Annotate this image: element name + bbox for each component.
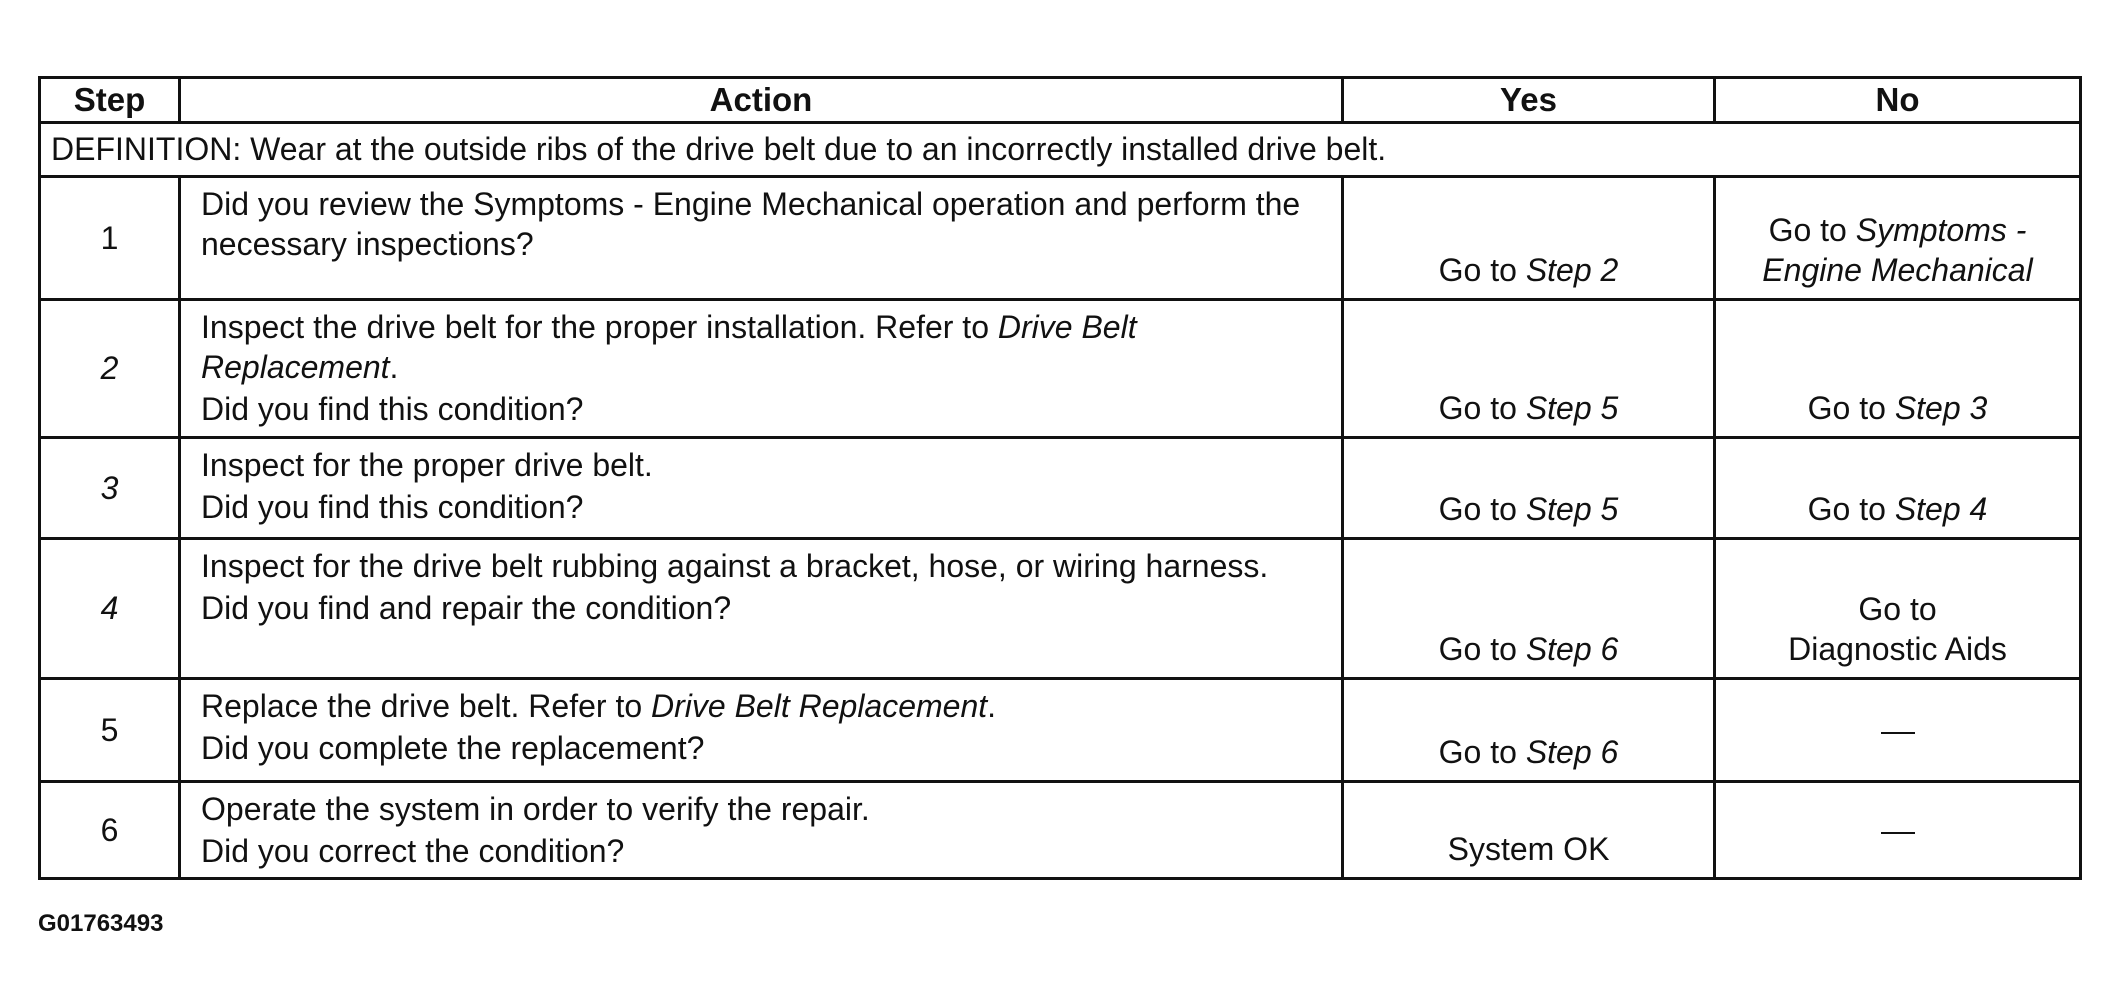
dash-mark — [1881, 832, 1915, 834]
yes-cell: Go to Step 6 — [1343, 679, 1715, 782]
no-link[interactable]: Step 3 — [1894, 390, 1988, 426]
yes-link[interactable]: Step 6 — [1525, 631, 1619, 667]
definition-row — [40, 123, 2081, 177]
table-row — [40, 438, 2081, 539]
no-link[interactable]: Diagnostic Aids — [1788, 631, 2007, 667]
no-cell: Go to Diagnostic Aids — [1715, 539, 2081, 679]
table-row — [40, 539, 2081, 679]
no-cell: Go to Symptoms - Engine Mechanical — [1715, 177, 2081, 300]
figure-id: G01763493 — [38, 910, 164, 937]
step-number: 1 — [40, 177, 180, 300]
no-cell: Go to Step 4 — [1715, 438, 2081, 539]
no-cell — [1715, 679, 2081, 782]
no-link[interactable]: Step 4 — [1894, 491, 1988, 527]
action-text: Did you review the Symptoms - Engine Mechanical operation and perform the necessary inspections? — [201, 186, 1301, 262]
yes-link[interactable]: Step 6 — [1525, 734, 1619, 770]
action-text: Inspect for the proper drive belt. — [201, 447, 653, 483]
step-number: 2 — [40, 300, 180, 438]
action-text: Inspect for the drive belt rubbing against a bracket, hose, or wiring harness. — [201, 548, 1269, 584]
action-text: Replace the drive belt. Refer to Drive Belt Replacement. — [201, 688, 997, 724]
action-question: Did you find this condition? — [201, 391, 584, 427]
yes-link[interactable]: Step 2 — [1525, 252, 1619, 288]
action-cell — [180, 679, 1343, 782]
action-cell — [180, 539, 1343, 679]
action-text: Inspect the drive belt for the proper installation. Refer to Drive Belt Replacement. — [201, 309, 1137, 385]
yes-cell: System OK — [1343, 782, 1715, 879]
action-question: Did you correct the condition? — [201, 833, 625, 869]
step-number: 6 — [40, 782, 180, 879]
action-question: Did you find and repair the condition? — [201, 590, 732, 626]
header-no: No — [1715, 78, 2081, 123]
header-row — [40, 78, 2081, 123]
no-link[interactable]: Symptoms - Engine Mechanical — [1762, 212, 2033, 288]
yes-cell: Go to Step 2 — [1343, 177, 1715, 300]
action-text: Operate the system in order to verify the repair. — [201, 791, 870, 827]
no-cell: Go to Step 3 — [1715, 300, 2081, 438]
action-cell — [180, 177, 1343, 300]
action-question: Did you complete the replacement? — [201, 730, 705, 766]
yes-cell: Go to Step 6 — [1343, 539, 1715, 679]
step-number: 3 — [40, 438, 180, 539]
header-step: Step — [40, 78, 180, 123]
header-action: Action — [180, 78, 1343, 123]
step-number: 5 — [40, 679, 180, 782]
action-cell — [180, 438, 1343, 539]
diagnostic-table — [38, 76, 2082, 880]
header-yes: Yes — [1343, 78, 1715, 123]
table-row — [40, 782, 2081, 879]
action-link[interactable]: Drive Belt Replacement — [651, 688, 988, 724]
yes-link[interactable]: Step 5 — [1525, 491, 1619, 527]
action-cell — [180, 782, 1343, 879]
action-link[interactable]: Drive Belt Replacement — [201, 309, 1137, 385]
table-row — [40, 300, 2081, 438]
table-row — [40, 177, 2081, 300]
yes-cell: Go to Step 5 — [1343, 300, 1715, 438]
no-cell — [1715, 782, 2081, 879]
dash-mark — [1881, 732, 1915, 734]
step-number: 4 — [40, 539, 180, 679]
action-question: Did you find this condition? — [201, 489, 584, 525]
table-row — [40, 679, 2081, 782]
action-cell — [180, 300, 1343, 438]
definition-text: DEFINITION: Wear at the outside ribs of the drive belt due to an incorrectly installed drive belt. — [40, 123, 2081, 177]
yes-link[interactable]: Step 5 — [1525, 390, 1619, 426]
yes-cell: Go to Step 5 — [1343, 438, 1715, 539]
